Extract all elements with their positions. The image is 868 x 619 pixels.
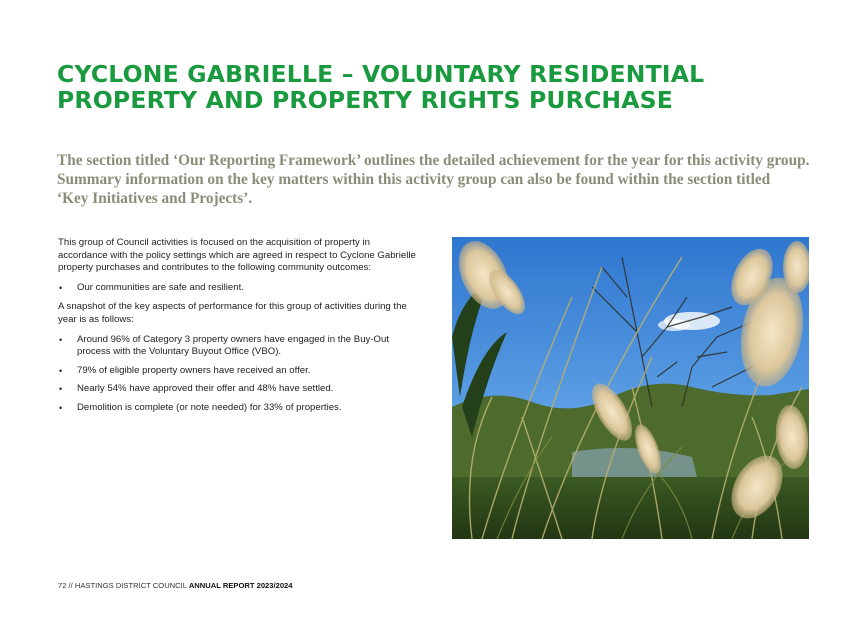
performance-list xyxy=(58,334,418,415)
list-item-text: Our communities are safe and resilient. xyxy=(77,281,244,293)
pampas-grass-photo xyxy=(452,237,809,539)
list-item-text: Around 96% of Category 3 property owners have engaged in the Buy-Out process with the Voluntary Buyout Office (VBO). xyxy=(77,333,389,358)
intro-summary xyxy=(57,151,837,208)
list-item-text: 79% of eligible property owners have received an offer. xyxy=(77,364,311,376)
list-item-text: Demolition is complete (or note needed) for 33% of properties. xyxy=(77,401,342,413)
list-item xyxy=(58,365,418,378)
bullet-icon: • xyxy=(59,365,63,376)
body-paragraph-snapshot: A snapshot of the key aspects of performance for this group of activities during the year is as follows: xyxy=(58,301,407,325)
list-item xyxy=(58,334,418,359)
list-item xyxy=(58,282,418,295)
page-title-line-1: CYCLONE GABRIELLE – VOLUNTARY RESIDENTIAL xyxy=(57,60,705,88)
page-footer xyxy=(58,581,293,590)
body-paragraph-activities: This group of Council activities is focused on the acquisition of property in accordance with the policy settings which are agreed in respect to Cyclone Gabrielle property purchases and contributes to the following community outcomes: xyxy=(58,237,416,274)
footer-report-title: ANNUAL REPORT 2023/2024 xyxy=(188,581,293,590)
bullet-icon: • xyxy=(59,282,63,293)
intro-line-1: The section titled ‘Our Reporting Framework’ outlines the detailed achievement for the year for this activity group. xyxy=(57,152,810,169)
body-text-column xyxy=(58,237,418,422)
community-outcomes-list xyxy=(58,282,418,295)
intro-line-2: Summary information on the key matters within this activity group can also be found within the section titled xyxy=(57,171,771,188)
bullet-icon: • xyxy=(59,334,63,345)
bullet-icon: • xyxy=(59,384,63,395)
bullet-icon: • xyxy=(59,402,63,413)
list-item-text: Nearly 54% have approved their offer and 48% have settled. xyxy=(77,383,334,395)
list-item xyxy=(58,402,418,415)
page-title xyxy=(57,61,837,113)
footer-page-label: 72 // HASTINGS DISTRICT COUNCIL xyxy=(58,581,189,590)
intro-line-3: ‘Key Initiatives and Projects’. xyxy=(57,190,253,207)
list-item xyxy=(58,383,418,396)
page-title-line-2: PROPERTY AND PROPERTY RIGHTS PURCHASE xyxy=(57,86,674,114)
